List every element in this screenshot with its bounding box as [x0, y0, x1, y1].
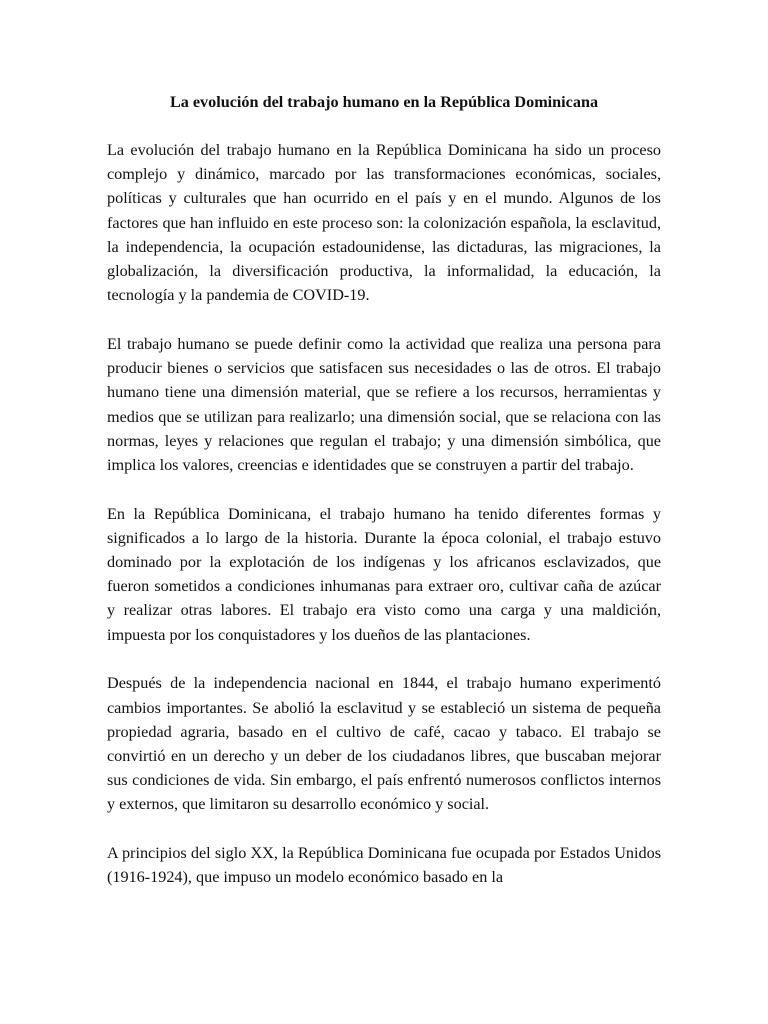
document-title: La evolución del trabajo humano en la República Dominicana	[169, 93, 599, 111]
paragraph: En la República Dominicana, el trabajo humano ha tenido diferentes formas y significados a lo largo de la historia. Durante la época colonial, el trabajo estuvo dominado por la explotación de los indígenas y los africanos esclavizados, que fueron sometidos a condiciones inhumanas para extraer oro, cultivar caña de azúcar y realizar otras labores. El trabajo era visto como una carga y una maldición, impuesta por los conquistadores y los dueños de las plantaciones.	[107, 504, 661, 644]
paragraph: La evolución del trabajo humano en la República Dominicana ha sido un proceso complejo y dinámico, marcado por las transformaciones económicas, sociales, políticas y culturales que han ocurrido en el país y en el mundo. Algunos de los factores que han influido en este proceso son: la colonización española, la esclavitud, la independencia, la ocupación estadounidense, las dictaduras, las migraciones, la globalización, la diversificación productiva, la informalidad, la educación, la tecnología y la pandemia de COVID-19.	[107, 141, 661, 305]
document-body	[107, 90, 661, 889]
paragraph: Después de la independencia nacional en 1844, el trabajo humano experimentó cambios importantes. Se abolió la esclavitud y se estableció un sistema de pequeña propiedad agraria, basado en el cultivo de café, cacao y tabaco. El trabajo se convirtió en un derecho y un deber de los ciudadanos libres, que buscaban mejorar sus condiciones de vida. Sin embargo, el país enfrentó numerosos conflictos internos y externos, que limitaron su desarrollo económico y social.	[107, 674, 661, 814]
paragraph: El trabajo humano se puede definir como la actividad que realiza una persona para producir bienes o servicios que satisfacen sus necesidades o las de otros. El trabajo humano tiene una dimensión material, que se refiere a los recursos, herramientas y medios que se utilizan para realizarlo; una dimensión social, que se relaciona con las normas, leyes y relaciones que regulan el trabajo; y una dimensión simbólica, que implica los valores, creencias e identidades que se construyen a partir del trabajo.	[107, 334, 661, 474]
paragraph: A principios del siglo XX, la República Dominicana fue ocupada por Estados Unidos (1916-1924), que impuso un modelo económico basado en la	[107, 844, 661, 887]
